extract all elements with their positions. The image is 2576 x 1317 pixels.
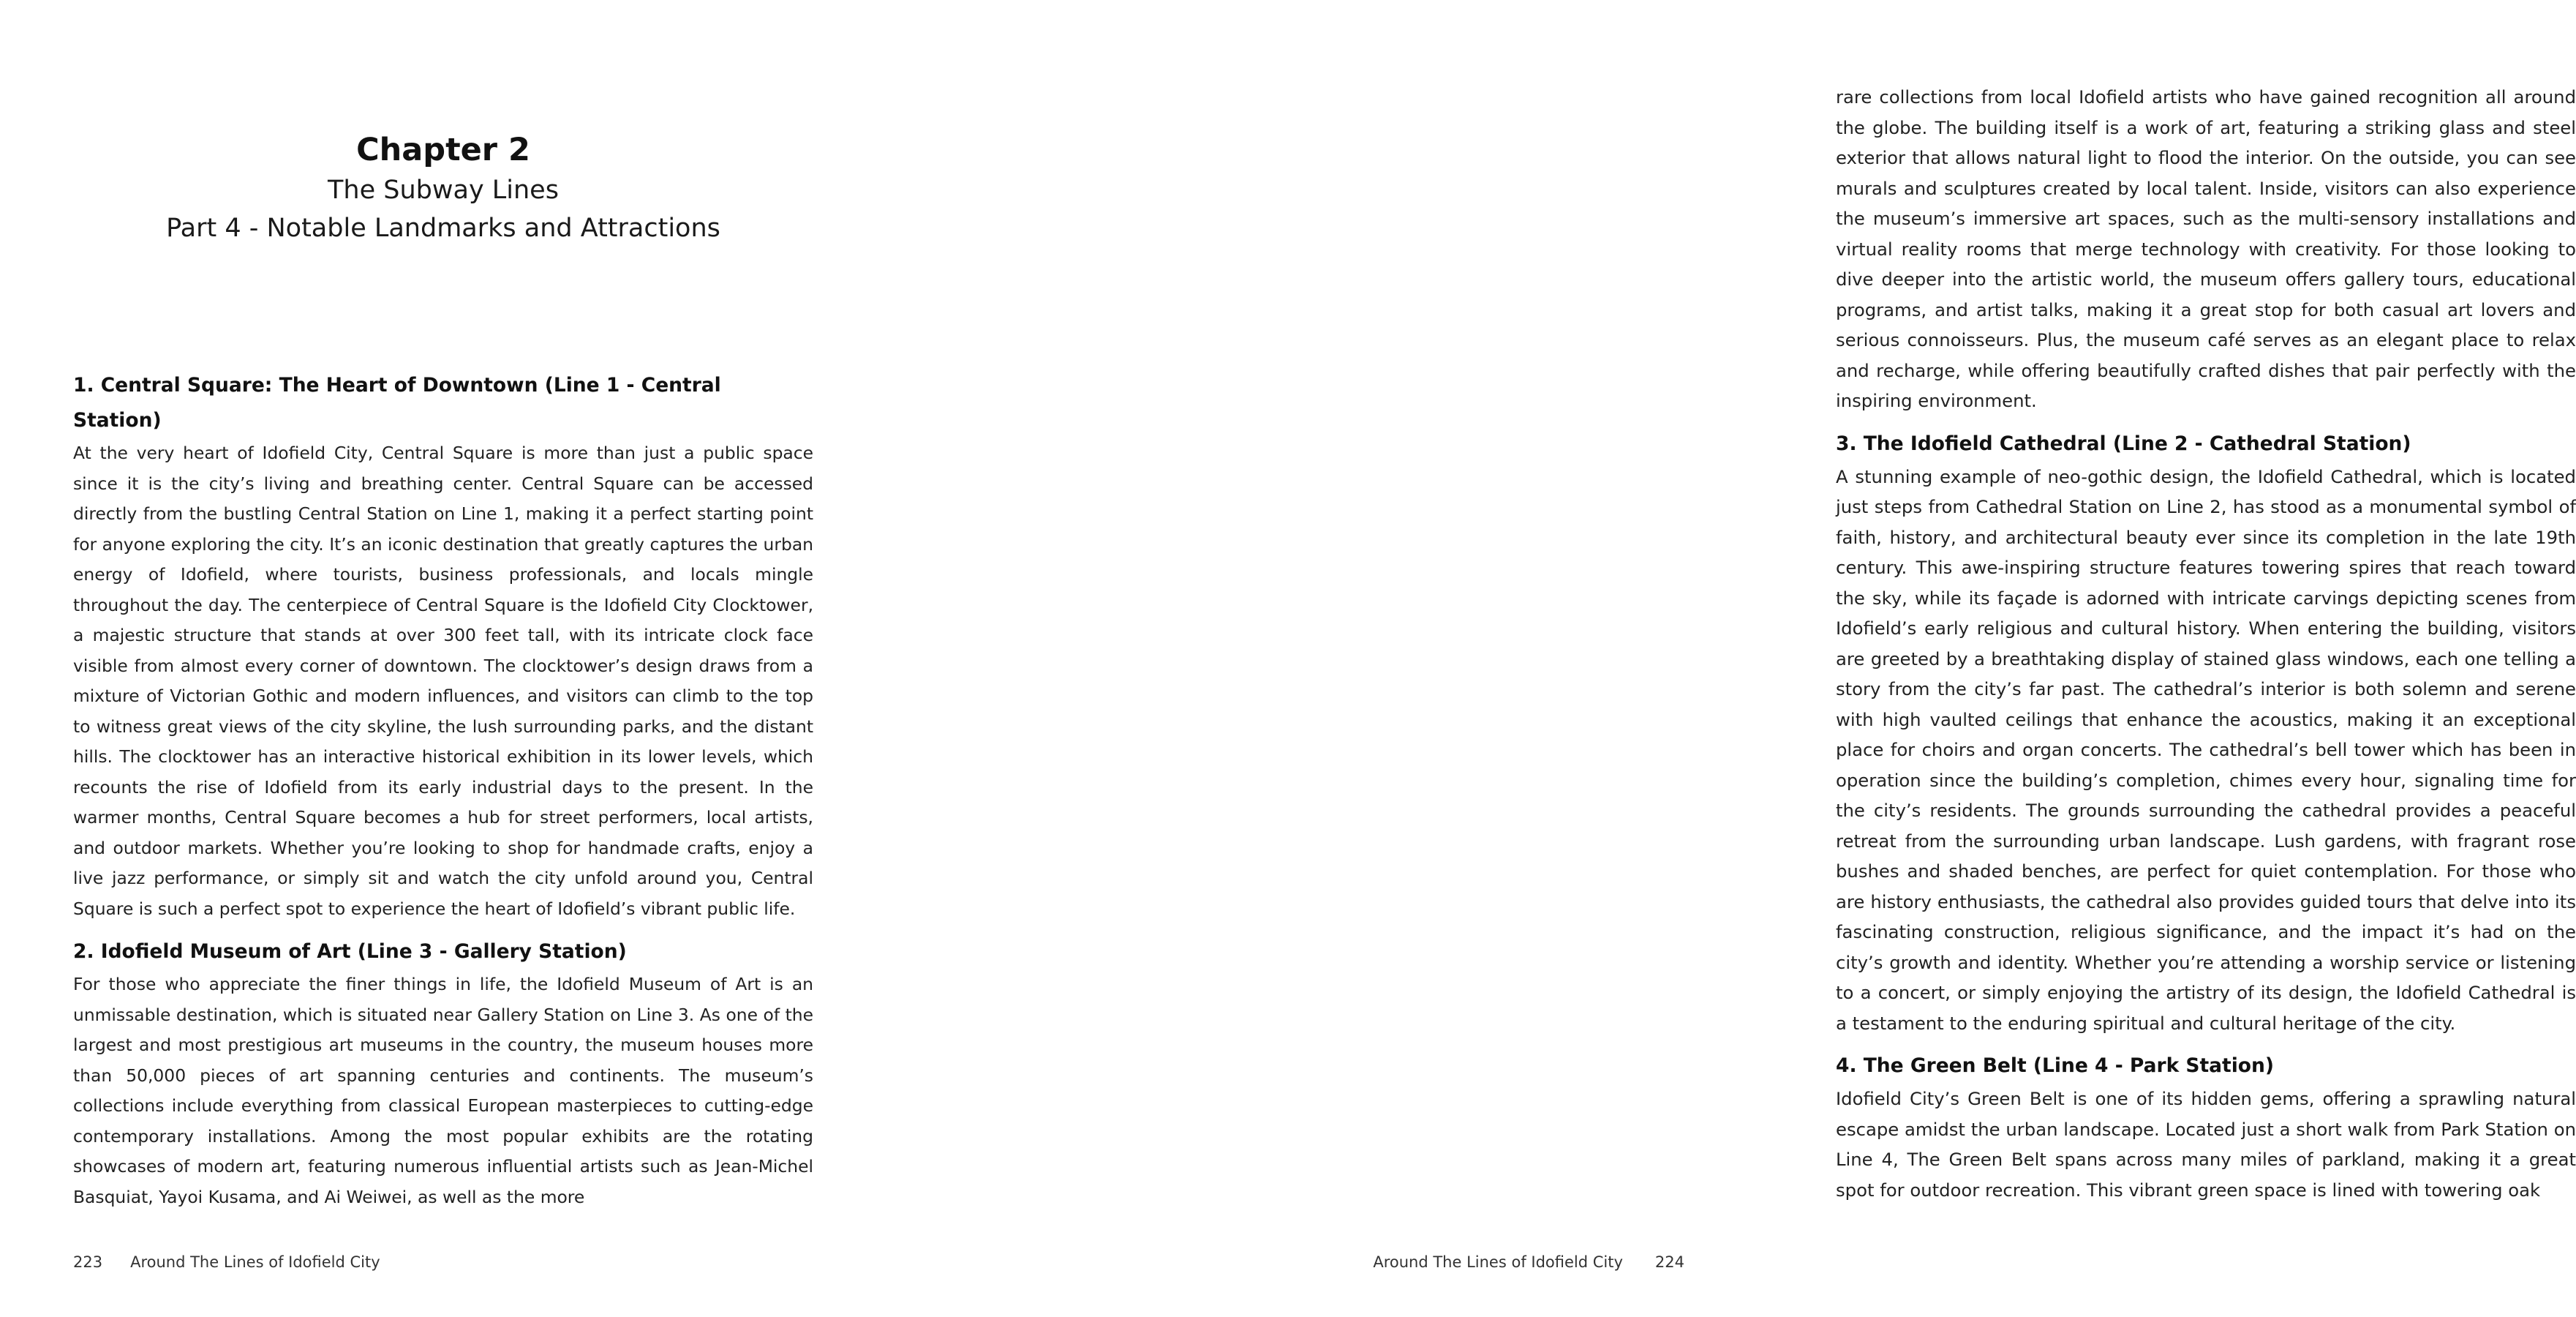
section-body-green-belt: Idofield City’s Green Belt is one of its hidden gems, offering a sprawling natural escape amidst the urban landscape. Located just a short walk from Park Station on Line 4, The Green Belt spans across many miles of parkland, making it a great spot for outdoor recreation. This vibrant green space is lined with towering oak [1836,1088,2576,1201]
left-page [0,0,878,1317]
running-title: Around The Lines of Idofield City [130,1253,380,1271]
chapter-subtitle: The Subway Lines [328,176,559,205]
section-heading-green-belt: 4. The Green Belt (Line 4 - Park Station) [1836,1054,2274,1077]
page-number: 223 [73,1253,103,1271]
section-heading-central-square: 1. Central Square: The Heart of Downtown (Line 1 - Central Station) [73,374,721,432]
chapter-header [73,129,813,247]
left-page-footer [73,1251,380,1273]
section-heading-cathedral: 3. The Idofield Cathedral (Line 2 - Cathedral Station) [1836,432,2411,455]
section-body-museum-of-art-continued: rare collections from local Idofield artists who have gained recognition all around the globe. The building itself is a work of art, featuring a striking glass and steel exterior that allows natural light to flood the interior. On the outside, you can see murals and sculptures created by local talent. Inside, visitors can also experience the museum’s immersive art spaces, such as the multi-sensory installations and virtual reality rooms that merge technology with creativity. For those looking to dive deeper into the artistic world, the museum offers gallery tours, educational programs, and artist talks, making it a great stop for both casual art lovers and serious connoisseurs. Plus, the museum café serves as an elegant place to relax and recharge, while offering beautifully crafted dishes that pair perfectly with the inspiring environment. [1836,86,2576,411]
right-page [878,0,2576,1317]
page-number: 224 [1654,1253,1684,1271]
left-column [73,368,813,1212]
section-heading-museum-of-art: 2. Idofield Museum of Art (Line 3 - Gallery Station) [73,940,627,963]
section-body-museum-of-art: For those who appreciate the finer things in life, the Idofield Museum of Art is an unmissable destination, which is situated near Gallery Station on Line 3. As one of the largest and most prestigious art museums in the country, the museum houses more than 50,000 pieces of art spanning centuries and continents. The museum’s collections include everything from classical European masterpieces to cutting-edge contemporary installations. Among the most popular exhibits are the rotating showcases of modern art, featuring numerous influential artists such as Jean-Michel Basquiat, Yayoi Kusama, and Ai Weiwei, as well as the more [73,974,813,1207]
section-body-cathedral: A stunning example of neo-gothic design, the Idofield Cathedral, which is located just steps from Cathedral Station on Line 2, has stood as a monumental symbol of faith, history, and architectural beauty ever since its completion in the late 19th century. This awe-inspiring structure features towering spires that reach toward the sky, while its façade is adorned with intricate carvings depicting scenes from Idofield’s early religious and cultural history. When entering the building, visitors are greeted by a breathtaking display of stained glass windows, each one telling a story from the city’s far past. The cathedral’s interior is both solemn and serene with high vaulted ceilings that enhance the acoustics, making it an exceptional place for choirs and organ concerts. The cathedral’s bell tower which has been in operation since the building’s completion, chimes every hour, signaling time for the city’s residents. The grounds surrounding the cathedral provides a peaceful retreat from the surrounding urban landscape. Lush gardens, with fragrant rose bushes and shaded benches, are perfect for quiet contemplation. For those who are history enthusiasts, the cathedral also provides guided tours that delve into its fascinating construction, religious significance, and the impact it’s had on the city’s growth and identity. Whether you’re attending a worship service or listening to a concert, or simply enjoying the artistry of its design, the Idofield Cathedral is a testament to the enduring spiritual and cultural heritage of the city. [1836,465,2576,1034]
right-column [1836,82,2576,1205]
section-body-central-square: At the very heart of Idofield City, Central Square is more than just a public space since it is the city’s living and breathing center. Central Square can be accessed directly from the bustling Central Station on Line 1, making it a perfect starting point for anyone exploring the city. It’s an iconic destination that greatly captures the urban energy of Idofield, where tourists, business professionals, and locals mingle throughout the day. The centerpiece of Central Square is the Idofield City Clocktower, a majestic structure that stands at over 300 feet tall, with its intricate clock face visible from almost every corner of downtown. The clocktower’s design draws from a mixture of Victorian Gothic and modern influences, and visitors can climb to the top to witness great views of the city skyline, the lush surrounding parks, and the distant hills. The clocktower has an interactive historical exhibition in its lower levels, which recounts the rise of Idofield from its early industrial days to the present. In the warmer months, Central Square becomes a hub for street performers, local artists, and outdoor markets. Whether you’re looking to shop for handmade crafts, enjoy a live jazz performance, or simply sit and watch the city unfold around you, Central Square is such a perfect spot to experience the heart of Idofield’s vibrant public life. [73,443,813,919]
chapter-part-title: Part 4 - Notable Landmarks and Attractions [166,214,720,243]
right-page-footer [1373,1251,1684,1273]
running-title: Around The Lines of Idofield City [1373,1253,1623,1271]
chapter-title: Chapter 2 [356,132,530,168]
